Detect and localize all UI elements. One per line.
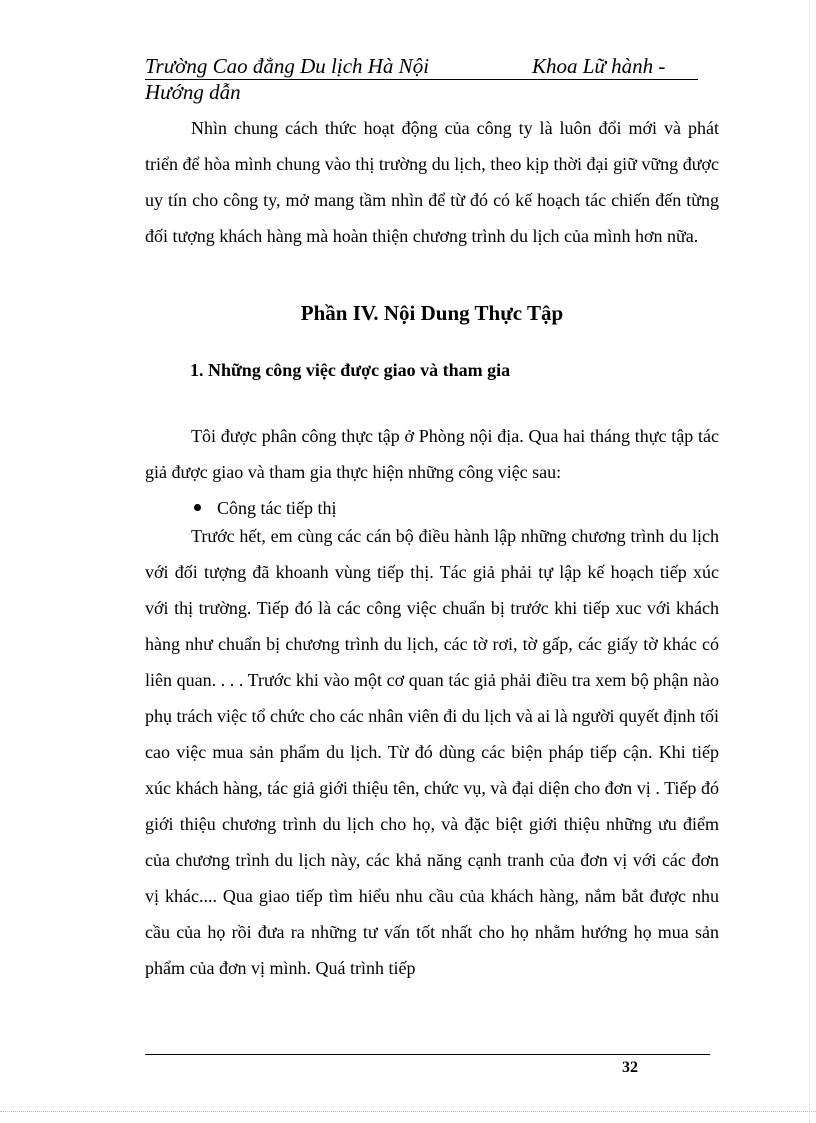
section-title: Phần IV. Nội Dung Thực Tập <box>300 301 564 325</box>
header-line <box>145 54 698 80</box>
sub-heading: 1. Những công việc được giao và tham gia <box>190 360 511 380</box>
page-edge-right <box>809 0 810 1123</box>
header-institution: Trường Cao đẳng Du lịch Hà Nội <box>145 54 430 78</box>
footer-divider <box>145 1054 710 1055</box>
page-edge-bottom <box>0 1111 816 1112</box>
header-department: Khoa Lữ hành - <box>532 54 666 78</box>
paragraph-intro-text: Nhìn chung cách thức hoạt động của công ty là luôn đổi mới và phát triển để hòa mình chung vào thị trường du lịch, theo kịp thời đại giữ vững được uy tín cho công ty, mở mang tầm nhìn để từ đó có kế hoạch tác chiến đến từng đối tượng khách hàng mà hoàn thiện chương trình du lịch của mình hơn nữa. <box>145 118 719 246</box>
paragraph-marketing <box>145 518 719 986</box>
page-header <box>145 54 698 105</box>
paragraph-intro <box>145 110 719 254</box>
bullet-item-text: Công tác tiếp thị <box>217 498 337 518</box>
paragraph-assignment <box>145 418 719 490</box>
header-continuation: Hướng dẫn <box>145 80 241 104</box>
page-number: 32 <box>622 1059 638 1076</box>
paragraph-assignment-text: Tôi được phân công thực tập ở Phòng nội địa. Qua hai tháng thực tập tác giả được giao và tham gia thực hiện những công việc sau: <box>145 426 719 482</box>
paragraph-marketing-text: Trước hết, em cùng các cán bộ điều hành lập những chương trình du lịch với đối tượng đã khoanh vùng tiếp thị. Tác giả phải tự lập kế hoạch tiếp xúc với thị trường. Tiếp đó là các công việc chuẩn bị trước khi tiếp xuc với khách hàng như chuẩn bị chương trình du lịch, các tờ rơi, tờ gấp, các giấy tờ khác có liên quan. . . . Trước khi vào một cơ quan tác giả phải điều tra xem bộ phận nào phụ trách việc tổ chức cho các nhân viên đi du lịch và ai là người quyết định tối cao việc mua sản phẩm du lịch. Từ đó dùng các biện pháp tiếp cận. Khi tiếp xúc khách hàng, tác giả giới thiệu tên, chức vụ, và đại diện cho đơn vị . Tiếp đó giới thiệu chương trình du lịch cho họ, và đặc biệt giới thiệu những ưu điểm của chương trình du lịch này, các khả năng cạnh tranh của đơn vị với các đơn vị khác.... Qua giao tiếp tìm hiểu nhu cầu của khách hàng, nắm bắt được nhu cầu của họ rồi đưa ra những tư vấn tốt nhất cho họ nhằm hướng họ mua sản phẩm của đơn vị mình. Quá trình tiếp <box>145 526 719 978</box>
bullet-dot-icon <box>194 504 201 511</box>
